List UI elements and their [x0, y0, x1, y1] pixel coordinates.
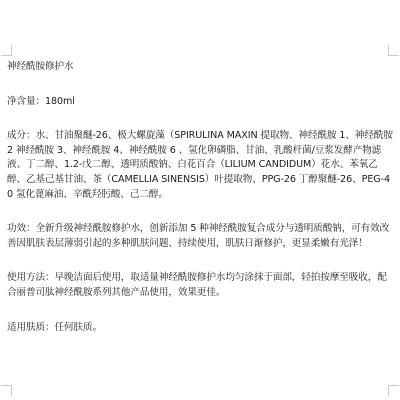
document-body[interactable] [7, 60, 394, 335]
ingredients-paragraph: 成分：水、甘油聚醚-26、极大螺旋藻（SPIRULINA MAXIN 提取物、神经酰胺 1、神经酰胺 2 神经酰胺 3、神经酰胺 4、神经酰胺 6 、氢化卵磷脂、甘油、乳酸杆菌/豆浆发酵产物滤液、丁二醇、1.2-戊二醇、透明质酸钠、白花百合（LILIUM CANDIDUM）花水、苯氧乙醇、乙基己基甘油、茶（CAMELLIA SINENSIS）叶提取物、PPG-26 丁醇聚醚-26、PEG-40 氢化蓖麻油、辛酰羟肟酸、己二醇。 [7, 130, 393, 200]
margin-corner-top-left [1, 45, 12, 56]
usage-paragraph: 使用方法：早晚洁面后使用，取适量神经酰胺修护水均匀涂抹于面部，轻拍按摩至吸收，配合丽普司肽神经酰胺系列其他产品使用，效果更佳。 [7, 272, 387, 298]
skin-type-paragraph: 适用肤质：任何肤质。 [7, 321, 102, 333]
margin-corner-bottom-right [388, 385, 399, 396]
margin-corner-top-right [388, 45, 399, 56]
product-title: 神经酰胺修护水 [7, 61, 74, 72]
effect-paragraph: 功效：全新升级神经酰胺修护水，创新添加 5 种神经酰胺复合成分与透明质酸钠，可有效改善因肌肤表层薄弱引起的多种肌肤问题、持续使用，肌肤日渐修护，更显柔嫩有光泽！ [7, 223, 390, 249]
net-content: 净含量：180ml [7, 95, 75, 107]
page-top-margin [0, 0, 400, 62]
margin-corner-bottom-left [1, 385, 12, 396]
